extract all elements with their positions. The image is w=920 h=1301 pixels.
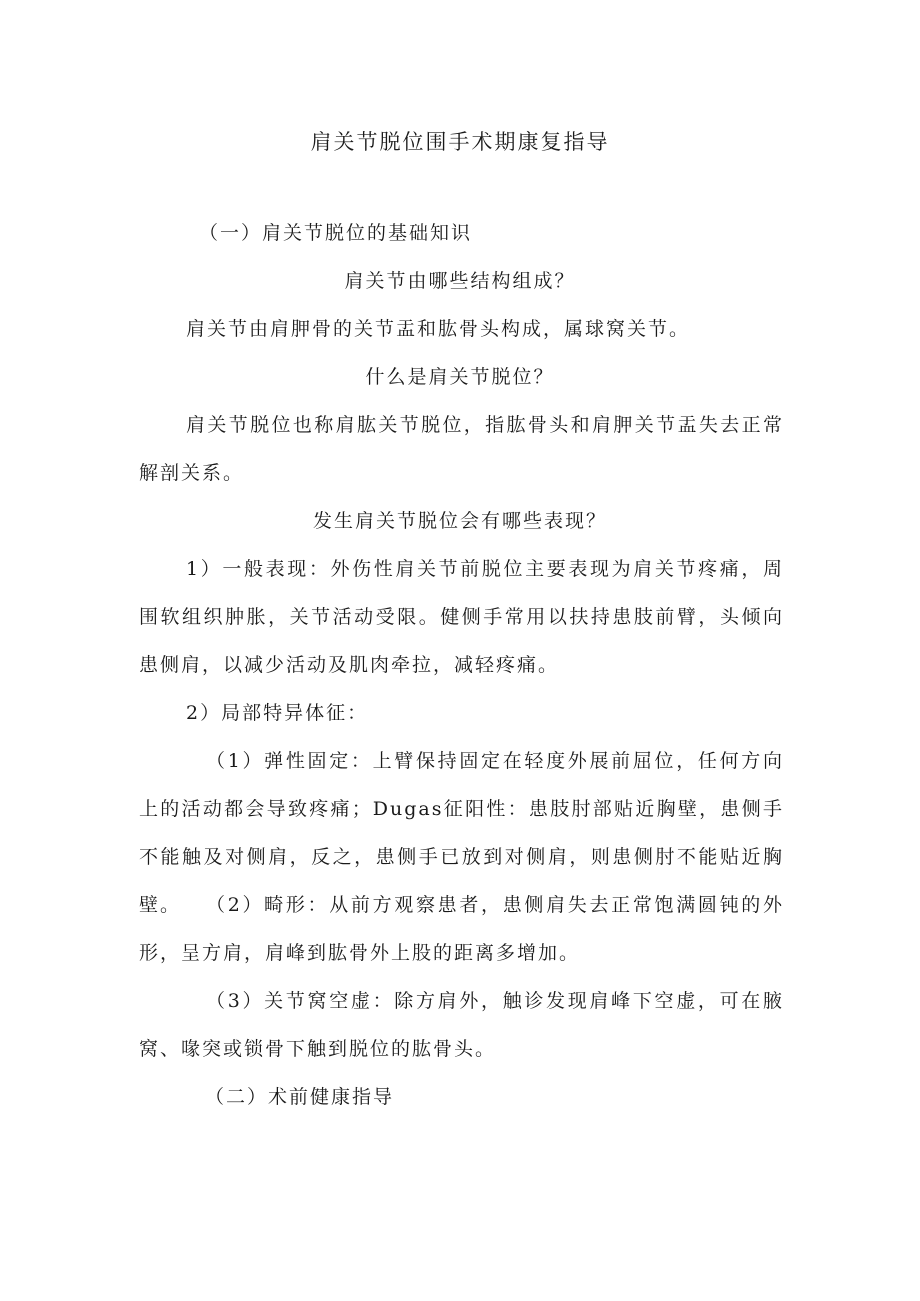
paragraph-empty-joint-socket: （3）关节窝空虚：除方肩外，触诊发现肩峰下空虚，可在腋窝、喙突或锁骨下触到脱位的肱骨头。: [139, 990, 784, 1060]
paragraph-elastic-fixation: （1）弹性固定：上臂保持固定在轻度外展前屈位，任何方向上的活动都会导致疼痛；Dugas征阳性：患肢肘部贴近胸壁，患侧手不能触及对侧肩，反之，患侧手已放到对侧肩，则患侧肘不能贴近胸壁。: [139, 750, 784, 916]
paragraph-deformity: （2）畸形：从前方观察患者，患侧肩失去正常饱满圆钝的外形，呈方肩，肩峰到肱骨外上股的距离多增加。: [139, 894, 784, 964]
answer-definition: 肩关节脱位也称肩肱关节脱位，指肱骨头和肩胛关节盂失去正常解剖关系。: [139, 414, 784, 484]
question-definition: 什么是肩关节脱位？: [365, 366, 555, 388]
question-manifestations: 发生肩关节脱位会有哪些表现？: [312, 510, 607, 532]
section-heading-preoperative: （二）术前健康指导: [205, 1086, 395, 1108]
document-title: 肩关节脱位围手术期康复指导: [310, 130, 610, 154]
paragraph-general-manifestations: 1）一般表现：外伤性肩关节前脱位主要表现为肩关节疼痛，周围软组织肿胀，关节活动受限。健侧手常用以扶持患肢前臂，头倾向患侧肩，以减少活动及肌肉牵拉，减轻疼痛。: [139, 558, 784, 676]
question-structure: 肩关节由哪些结构组成？: [344, 270, 576, 292]
section-heading-basics: （一）肩关节脱位的基础知识: [199, 222, 473, 244]
answer-structure: 肩关节由肩胛骨的关节盂和肱骨头构成，属球窝关节。: [186, 318, 691, 340]
paragraph-local-signs-heading: 2）局部特异体征：: [186, 702, 369, 724]
